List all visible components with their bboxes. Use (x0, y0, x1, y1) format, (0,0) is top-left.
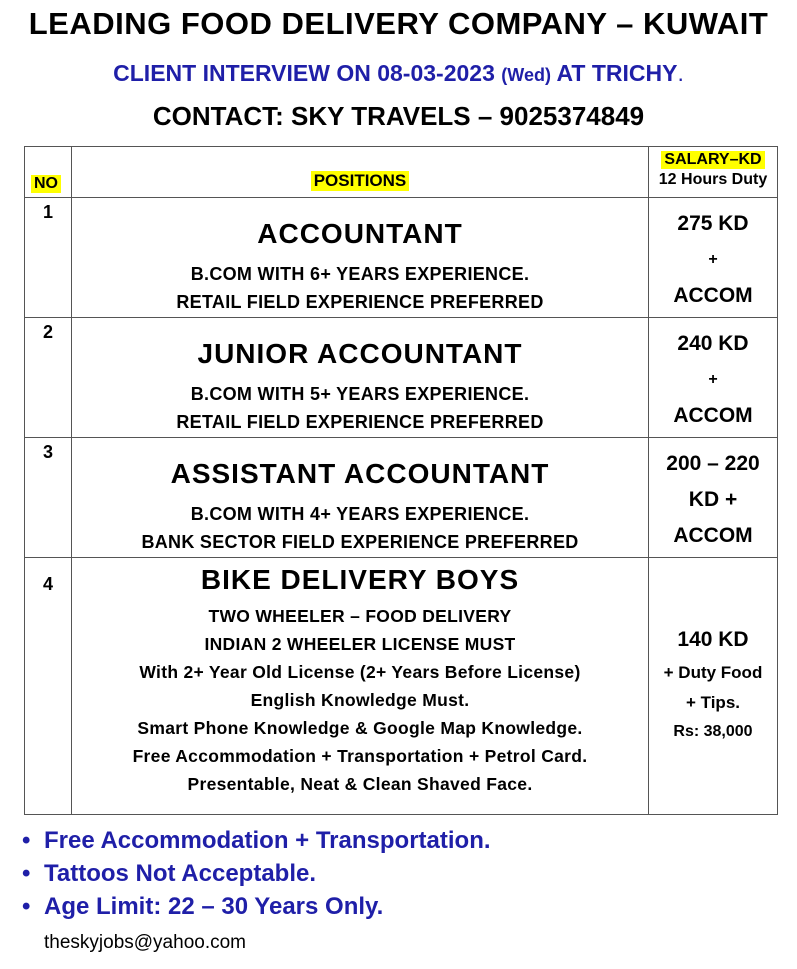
position-title: ASSISTANT ACCOUNTANT (170, 458, 550, 489)
row-number: 2 (25, 318, 72, 438)
position-details: B.COM WITH 4+ YEARS EXPERIENCE. BANK SECTOR FIELD EXPERIENCE PREFERRED (141, 504, 579, 552)
header-salary-cell (649, 147, 778, 198)
interview-place: AT TRICHY (556, 60, 678, 86)
list-item: • Age Limit: 22 – 30 Years Only. (22, 890, 491, 923)
position-details: B.COM WITH 5+ YEARS EXPERIENCE. RETAIL FIELD EXPERIENCE PREFERRED (176, 384, 544, 432)
header-salary: SALARY–KD (661, 151, 764, 169)
row-number: 1 (25, 198, 72, 318)
salary-cell: 240 KD + ACCOM (649, 318, 778, 438)
position-details: TWO WHEELER – FOOD DELIVERY INDIAN 2 WHEELER LICENSE MUST With 2+ Year Old License (2+ Years Before License) English Knowledge Must. Smart Phone Knowledge & Google Map Knowledge. Free Accommodation + Transportation + Petrol Card. Presentable, Neat & Clean Shaved Face. (132, 606, 588, 794)
header-positions-cell (72, 147, 649, 198)
header-no-cell (25, 147, 72, 198)
salary-cell: 275 KD + ACCOM (649, 198, 778, 318)
bullet-icon: • (22, 827, 31, 854)
positions-table (24, 146, 778, 815)
position-cell (72, 558, 649, 815)
contact-email: theskyjobs@yahoo.com (44, 932, 246, 953)
position-title: JUNIOR ACCOUNTANT (197, 338, 523, 369)
table-header-row (25, 147, 778, 198)
position-title: ACCOUNTANT (257, 218, 463, 249)
salary-cell: 200 – 220 KD + ACCOM (649, 438, 778, 558)
row-number: 4 (25, 558, 72, 815)
position-cell (72, 198, 649, 318)
table-row (25, 318, 778, 438)
row-number: 3 (25, 438, 72, 558)
bullet-icon: • (22, 893, 31, 920)
position-cell (72, 318, 649, 438)
table-row (25, 558, 778, 815)
table-row (25, 438, 778, 558)
interview-info (0, 60, 797, 87)
interview-end: . (677, 60, 684, 86)
header-duty: 12 Hours Duty (658, 171, 768, 188)
contact-line: CONTACT: SKY TRAVELS – 9025374849 (152, 101, 645, 131)
interview-date: CLIENT INTERVIEW ON 08-03-2023 (113, 60, 495, 86)
list-item: • Tattoos Not Acceptable. (22, 857, 491, 890)
list-item: • Free Accommodation + Transportation. (22, 824, 491, 857)
header-no: NO (31, 175, 61, 193)
position-cell (72, 438, 649, 558)
interview-day: (Wed) (501, 65, 551, 85)
table-row (25, 198, 778, 318)
salary-cell: 140 KD + Duty Food + Tips. Rs: 38,000 (649, 558, 778, 815)
notes-list (22, 824, 491, 923)
position-details: B.COM WITH 6+ YEARS EXPERIENCE. RETAIL FIELD EXPERIENCE PREFERRED (176, 264, 544, 312)
page-title: LEADING FOOD DELIVERY COMPANY – KUWAIT (28, 6, 769, 41)
bullet-icon: • (22, 860, 31, 887)
position-title: BIKE DELIVERY BOYS (200, 564, 520, 595)
header-positions: POSITIONS (311, 171, 410, 191)
